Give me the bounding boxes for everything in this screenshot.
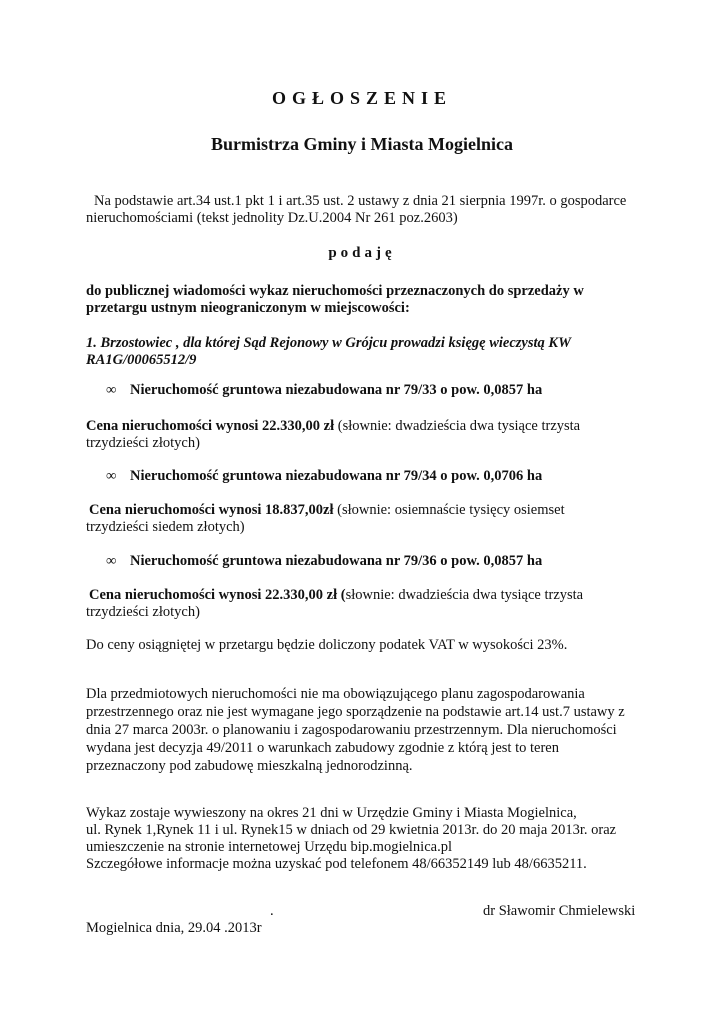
location-line-1: 1. Brzostowiec , dla której Sąd Rejonowy w Grójcu prowadzi księgę wieczystą KW — [86, 335, 571, 351]
planning-line-1: Dla przedmiotowych nieruchomości nie ma obowiązującego planu zagospodarowania — [86, 686, 585, 702]
place-date: Mogielnica dnia, 29.04 .2013r — [86, 920, 262, 936]
property-2-price-label: Cena nieruchomości wynosi 18.837,00zł — [89, 502, 334, 518]
publication-line-3: umieszczenie na stronie internetowej Urzędu bip.mogielnica.pl — [86, 839, 452, 855]
planning-line-4: wydana jest decyzja 49/2011 o warunkach zabudowy zgodnie z którą jest to teren — [86, 740, 559, 756]
planning-line-2: przestrzennego oraz nie jest wymagane jego sporządzenie na podstawie art.14 ust.7 ustawy z — [86, 704, 625, 720]
property-1-price-words-2: trzydzieści złotych) — [86, 435, 200, 451]
property-2-title: Nieruchomość gruntowa niezabudowana nr 79/34 o pow. 0,0706 ha — [130, 468, 543, 484]
property-1-price — [86, 418, 580, 435]
infinity-bullet-icon: ∞ — [106, 468, 117, 484]
document-subtitle: Burmistrza Gminy i Miasta Mogielnica — [211, 134, 513, 154]
property-1-price-words-1: (słownie: dwadzieścia dwa tysiące trzysta — [337, 418, 581, 434]
property-3-price-words-2: trzydzieści złotych) — [86, 604, 200, 620]
property-1-item — [106, 382, 542, 399]
infinity-bullet-icon: ∞ — [106, 553, 117, 569]
podaje-heading: podaję — [328, 245, 396, 261]
property-3-title: Nieruchomość gruntowa niezabudowana nr 79/36 o pow. 0,0857 ha — [130, 553, 543, 569]
property-2-price-words-2: trzydzieści siedem złotych) — [86, 519, 245, 535]
planning-line-5: przeznaczony pod zabudowę mieszkalną jednorodzinną. — [86, 758, 413, 774]
property-3-item — [106, 553, 542, 570]
property-2-item — [106, 468, 542, 485]
property-1-title: Nieruchomość gruntowa niezabudowana nr 79/33 o pow. 0,0857 ha — [130, 382, 543, 398]
property-3-price — [89, 587, 583, 604]
vat-note: Do ceny osiągniętej w przetargu będzie doliczony podatek VAT w wysokości 23%. — [86, 637, 568, 653]
property-3-price-words-1: słownie: dwadzieścia dwa tysiące trzysta — [345, 587, 584, 603]
property-2-price-words-1: (słownie: osiemnaście tysięcy osiemset — [337, 502, 565, 518]
infinity-bullet-icon: ∞ — [106, 382, 117, 398]
announcement-line-2: przetargu ustnym nieograniczonym w miejscowości: — [86, 300, 410, 316]
intro-line-1: Na podstawie art.34 ust.1 pkt 1 i art.35 ust. 2 ustawy z dnia 21 sierpnia 1997r. o gospodarce — [94, 193, 627, 209]
intro-line-2: nieruchomościami (tekst jednolity Dz.U.2004 Nr 261 poz.2603) — [86, 210, 458, 226]
property-1-price-label: Cena nieruchomości wynosi 22.330,00 zł — [86, 418, 335, 434]
publication-line-4: Szczegółowe informacje można uzyskać pod telefonem 48/66352149 lub 48/6635211. — [86, 856, 587, 872]
planning-line-3: dnia 27 marca 2003r. o planowaniu i zagospodarowaniu przestrzennym. Dla nieruchomości — [86, 722, 617, 738]
announcement-line-1: do publicznej wiadomości wykaz nieruchomości przeznaczonych do sprzedaży w — [86, 283, 584, 299]
property-3-price-label: Cena nieruchomości wynosi 22.330,00 zł ( — [89, 587, 346, 603]
footer-dot: . — [270, 903, 274, 919]
publication-line-1: Wykaz zostaje wywieszony na okres 21 dni w Urzędzie Gminy i Miasta Mogielnica, — [86, 805, 577, 821]
property-2-price — [89, 502, 565, 519]
document-title: OGŁOSZENIE — [271, 88, 453, 108]
signature: dr Sławomir Chmielewski — [483, 903, 636, 919]
publication-line-2: ul. Rynek 1,Rynek 11 i ul. Rynek15 w dniach od 29 kwietnia 2013r. do 20 maja 2013r. oraz — [86, 822, 617, 838]
location-line-2: RA1G/00065512/9 — [86, 352, 197, 368]
